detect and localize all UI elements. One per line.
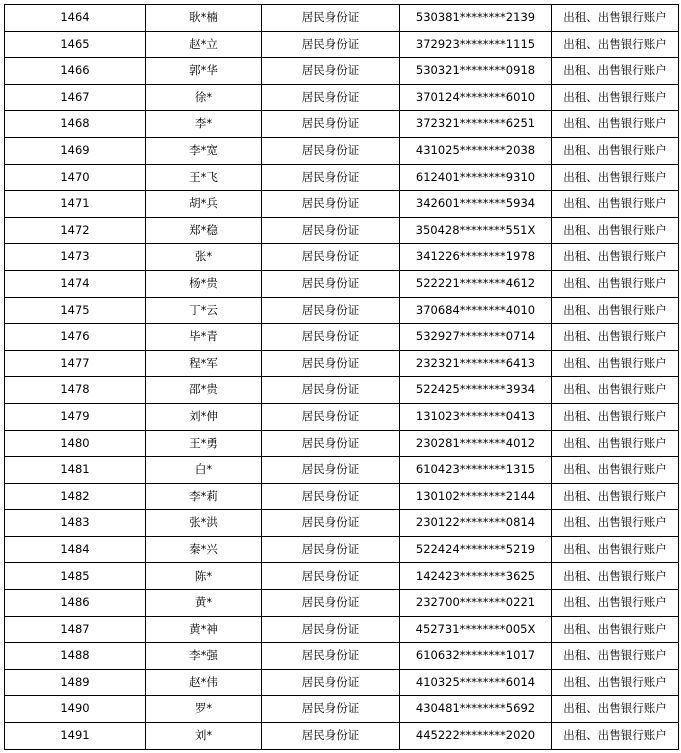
id-type-cell: 居民身份证 [262, 457, 400, 484]
table-row [5, 58, 679, 85]
id-number-cell: 612401********9310 [400, 164, 552, 191]
id-number-cell: 532927********0714 [400, 324, 552, 351]
table-row [5, 191, 679, 218]
row-number-cell: 1470 [5, 164, 146, 191]
id-number-cell: 410325********6014 [400, 669, 552, 696]
row-number-cell: 1477 [5, 350, 146, 377]
person-name-cell: 赵*伟 [146, 669, 262, 696]
id-number-cell: 372321********6251 [400, 111, 552, 138]
table-row [5, 430, 679, 457]
row-number-cell: 1485 [5, 563, 146, 590]
person-name-cell: 郑*稳 [146, 217, 262, 244]
person-name-cell: 李*莉 [146, 483, 262, 510]
id-type-cell: 居民身份证 [262, 137, 400, 164]
id-type-cell: 居民身份证 [262, 111, 400, 138]
reason-cell: 出租、出售银行账户 [552, 563, 679, 590]
table-row [5, 563, 679, 590]
id-number-cell: 452731********005X [400, 616, 552, 643]
id-type-cell: 居民身份证 [262, 403, 400, 430]
table-row [5, 5, 679, 32]
reason-cell: 出租、出售银行账户 [552, 84, 679, 111]
reason-cell: 出租、出售银行账户 [552, 590, 679, 617]
id-type-cell: 居民身份证 [262, 191, 400, 218]
reason-cell: 出租、出售银行账户 [552, 5, 679, 32]
id-type-cell: 居民身份证 [262, 669, 400, 696]
person-name-cell: 赵*立 [146, 31, 262, 58]
table-row [5, 723, 679, 750]
reason-cell: 出租、出售银行账户 [552, 723, 679, 750]
person-name-cell: 胡*兵 [146, 191, 262, 218]
person-name-cell: 刘*伸 [146, 403, 262, 430]
id-type-cell: 居民身份证 [262, 58, 400, 85]
table-row [5, 111, 679, 138]
id-type-cell: 居民身份证 [262, 563, 400, 590]
id-number-cell: 130102********2144 [400, 483, 552, 510]
records-table [4, 4, 679, 750]
table-row [5, 696, 679, 723]
id-number-cell: 430481********5692 [400, 696, 552, 723]
id-number-cell: 431025********2038 [400, 137, 552, 164]
table-row [5, 217, 679, 244]
person-name-cell: 程*军 [146, 350, 262, 377]
row-number-cell: 1489 [5, 669, 146, 696]
records-table-body [5, 5, 679, 750]
id-type-cell: 居民身份证 [262, 324, 400, 351]
id-type-cell: 居民身份证 [262, 297, 400, 324]
table-row [5, 510, 679, 537]
person-name-cell: 黄*神 [146, 616, 262, 643]
reason-cell: 出租、出售银行账户 [552, 31, 679, 58]
row-number-cell: 1480 [5, 430, 146, 457]
row-number-cell: 1478 [5, 377, 146, 404]
id-type-cell: 居民身份证 [262, 31, 400, 58]
person-name-cell: 白* [146, 457, 262, 484]
id-type-cell: 居民身份证 [262, 164, 400, 191]
person-name-cell: 李*强 [146, 643, 262, 670]
id-number-cell: 530381********2139 [400, 5, 552, 32]
person-name-cell: 毕*青 [146, 324, 262, 351]
id-type-cell: 居民身份证 [262, 84, 400, 111]
row-number-cell: 1465 [5, 31, 146, 58]
table-row [5, 350, 679, 377]
table-row [5, 457, 679, 484]
id-type-cell: 居民身份证 [262, 643, 400, 670]
id-number-cell: 142423********3625 [400, 563, 552, 590]
table-row [5, 164, 679, 191]
row-number-cell: 1484 [5, 536, 146, 563]
id-number-cell: 372923********1115 [400, 31, 552, 58]
reason-cell: 出租、出售银行账户 [552, 457, 679, 484]
person-name-cell: 徐* [146, 84, 262, 111]
person-name-cell: 张*洪 [146, 510, 262, 537]
id-type-cell: 居民身份证 [262, 510, 400, 537]
reason-cell: 出租、出售银行账户 [552, 430, 679, 457]
person-name-cell: 耿*楠 [146, 5, 262, 32]
row-number-cell: 1468 [5, 111, 146, 138]
id-number-cell: 610632********1017 [400, 643, 552, 670]
id-number-cell: 131023********0413 [400, 403, 552, 430]
table-row [5, 616, 679, 643]
row-number-cell: 1479 [5, 403, 146, 430]
id-number-cell: 370684********4010 [400, 297, 552, 324]
id-type-cell: 居民身份证 [262, 350, 400, 377]
id-type-cell: 居民身份证 [262, 696, 400, 723]
table-row [5, 536, 679, 563]
person-name-cell: 郭*华 [146, 58, 262, 85]
reason-cell: 出租、出售银行账户 [552, 377, 679, 404]
person-name-cell: 刘* [146, 723, 262, 750]
reason-cell: 出租、出售银行账户 [552, 164, 679, 191]
person-name-cell: 李*宽 [146, 137, 262, 164]
id-type-cell: 居民身份证 [262, 590, 400, 617]
person-name-cell: 丁*云 [146, 297, 262, 324]
person-name-cell: 罗* [146, 696, 262, 723]
person-name-cell: 王*飞 [146, 164, 262, 191]
reason-cell: 出租、出售银行账户 [552, 403, 679, 430]
table-row [5, 324, 679, 351]
table-row [5, 31, 679, 58]
reason-cell: 出租、出售银行账户 [552, 270, 679, 297]
id-type-cell: 居民身份证 [262, 377, 400, 404]
id-number-cell: 610423********1315 [400, 457, 552, 484]
table-row [5, 297, 679, 324]
reason-cell: 出租、出售银行账户 [552, 696, 679, 723]
id-number-cell: 350428********551X [400, 217, 552, 244]
row-number-cell: 1475 [5, 297, 146, 324]
id-number-cell: 522221********4612 [400, 270, 552, 297]
person-name-cell: 邵*贵 [146, 377, 262, 404]
reason-cell: 出租、出售银行账户 [552, 217, 679, 244]
row-number-cell: 1472 [5, 217, 146, 244]
table-row [5, 377, 679, 404]
table-row [5, 643, 679, 670]
id-type-cell: 居民身份证 [262, 536, 400, 563]
row-number-cell: 1490 [5, 696, 146, 723]
person-name-cell: 王*勇 [146, 430, 262, 457]
reason-cell: 出租、出售银行账户 [552, 244, 679, 271]
id-type-cell: 居民身份证 [262, 616, 400, 643]
row-number-cell: 1482 [5, 483, 146, 510]
table-row [5, 84, 679, 111]
id-number-cell: 341226********1978 [400, 244, 552, 271]
id-number-cell: 445222********2020 [400, 723, 552, 750]
reason-cell: 出租、出售银行账户 [552, 643, 679, 670]
row-number-cell: 1483 [5, 510, 146, 537]
table-row [5, 669, 679, 696]
id-type-cell: 居民身份证 [262, 270, 400, 297]
reason-cell: 出租、出售银行账户 [552, 191, 679, 218]
reason-cell: 出租、出售银行账户 [552, 137, 679, 164]
id-type-cell: 居民身份证 [262, 430, 400, 457]
reason-cell: 出租、出售银行账户 [552, 669, 679, 696]
reason-cell: 出租、出售银行账户 [552, 483, 679, 510]
row-number-cell: 1487 [5, 616, 146, 643]
row-number-cell: 1491 [5, 723, 146, 750]
id-type-cell: 居民身份证 [262, 5, 400, 32]
row-number-cell: 1471 [5, 191, 146, 218]
row-number-cell: 1466 [5, 58, 146, 85]
table-row [5, 403, 679, 430]
person-name-cell: 李* [146, 111, 262, 138]
reason-cell: 出租、出售银行账户 [552, 616, 679, 643]
table-row [5, 137, 679, 164]
row-number-cell: 1476 [5, 324, 146, 351]
row-number-cell: 1464 [5, 5, 146, 32]
row-number-cell: 1488 [5, 643, 146, 670]
id-type-cell: 居民身份证 [262, 483, 400, 510]
id-number-cell: 232321********6413 [400, 350, 552, 377]
id-number-cell: 522425********3934 [400, 377, 552, 404]
person-name-cell: 张* [146, 244, 262, 271]
reason-cell: 出租、出售银行账户 [552, 58, 679, 85]
row-number-cell: 1473 [5, 244, 146, 271]
id-number-cell: 342601********5934 [400, 191, 552, 218]
person-name-cell: 黄* [146, 590, 262, 617]
table-row [5, 244, 679, 271]
reason-cell: 出租、出售银行账户 [552, 510, 679, 537]
person-name-cell: 陈* [146, 563, 262, 590]
reason-cell: 出租、出售银行账户 [552, 536, 679, 563]
table-row [5, 483, 679, 510]
row-number-cell: 1486 [5, 590, 146, 617]
reason-cell: 出租、出售银行账户 [552, 111, 679, 138]
id-type-cell: 居民身份证 [262, 723, 400, 750]
id-type-cell: 居民身份证 [262, 217, 400, 244]
row-number-cell: 1467 [5, 84, 146, 111]
row-number-cell: 1474 [5, 270, 146, 297]
person-name-cell: 秦*兴 [146, 536, 262, 563]
table-row [5, 270, 679, 297]
id-number-cell: 230122********0814 [400, 510, 552, 537]
reason-cell: 出租、出售银行账户 [552, 297, 679, 324]
reason-cell: 出租、出售银行账户 [552, 350, 679, 377]
table-row [5, 590, 679, 617]
id-number-cell: 522424********5219 [400, 536, 552, 563]
person-name-cell: 杨*贵 [146, 270, 262, 297]
id-number-cell: 232700********0221 [400, 590, 552, 617]
id-number-cell: 370124********6010 [400, 84, 552, 111]
reason-cell: 出租、出售银行账户 [552, 324, 679, 351]
id-type-cell: 居民身份证 [262, 244, 400, 271]
id-number-cell: 230281********4012 [400, 430, 552, 457]
id-number-cell: 530321********0918 [400, 58, 552, 85]
row-number-cell: 1481 [5, 457, 146, 484]
row-number-cell: 1469 [5, 137, 146, 164]
